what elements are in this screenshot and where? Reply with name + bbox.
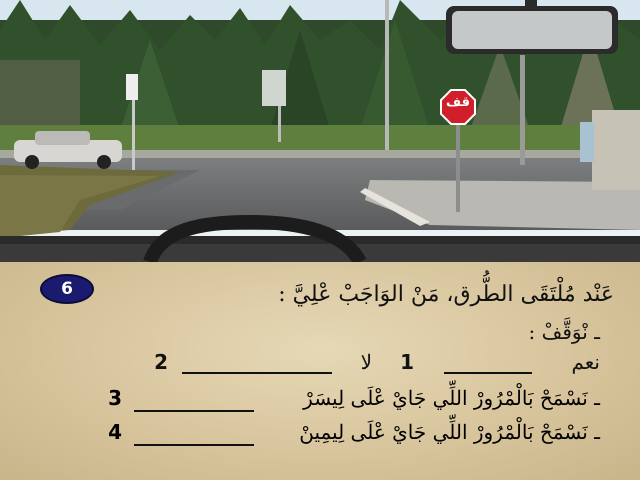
yes-no-row (40, 350, 600, 380)
option-right-text: ـ نَسْمَحْ بَالْمْرُورْ اللِّي جَايْ عْلَى لِيمِينْ (299, 420, 600, 444)
choice-2-number[interactable]: 2 (154, 350, 168, 374)
choice-1-number[interactable]: 1 (400, 350, 414, 374)
answer-blank-4[interactable] (134, 430, 254, 446)
option-right-row (40, 420, 600, 450)
answer-blank-1[interactable] (444, 358, 532, 374)
answer-blank-3[interactable] (134, 396, 254, 412)
option-stop-text: ـ نْوَقَّفْ : (528, 320, 600, 344)
choice-3-number[interactable]: 3 (108, 386, 122, 410)
no-label: لا (360, 350, 372, 374)
option-left-row (40, 386, 600, 416)
stop-sign-label: قف (446, 95, 470, 110)
question-title: عَنْد مُلْتَقَى الطُّرق، مَنْ الوَاجَبْ عْلِيَّ : (278, 282, 614, 307)
question-panel (0, 262, 640, 480)
answer-blank-2[interactable] (182, 358, 332, 374)
yes-label: نعم (571, 350, 600, 374)
rearview-mirror (446, 0, 618, 54)
option-left-text: ـ نَسْمَحْ بَالْمْرُورْ اللِّي جَايْ عْلَى لِيسَرْ (303, 386, 600, 410)
choice-4-number[interactable]: 4 (108, 420, 122, 444)
question-number-badge: 6 (40, 274, 94, 304)
